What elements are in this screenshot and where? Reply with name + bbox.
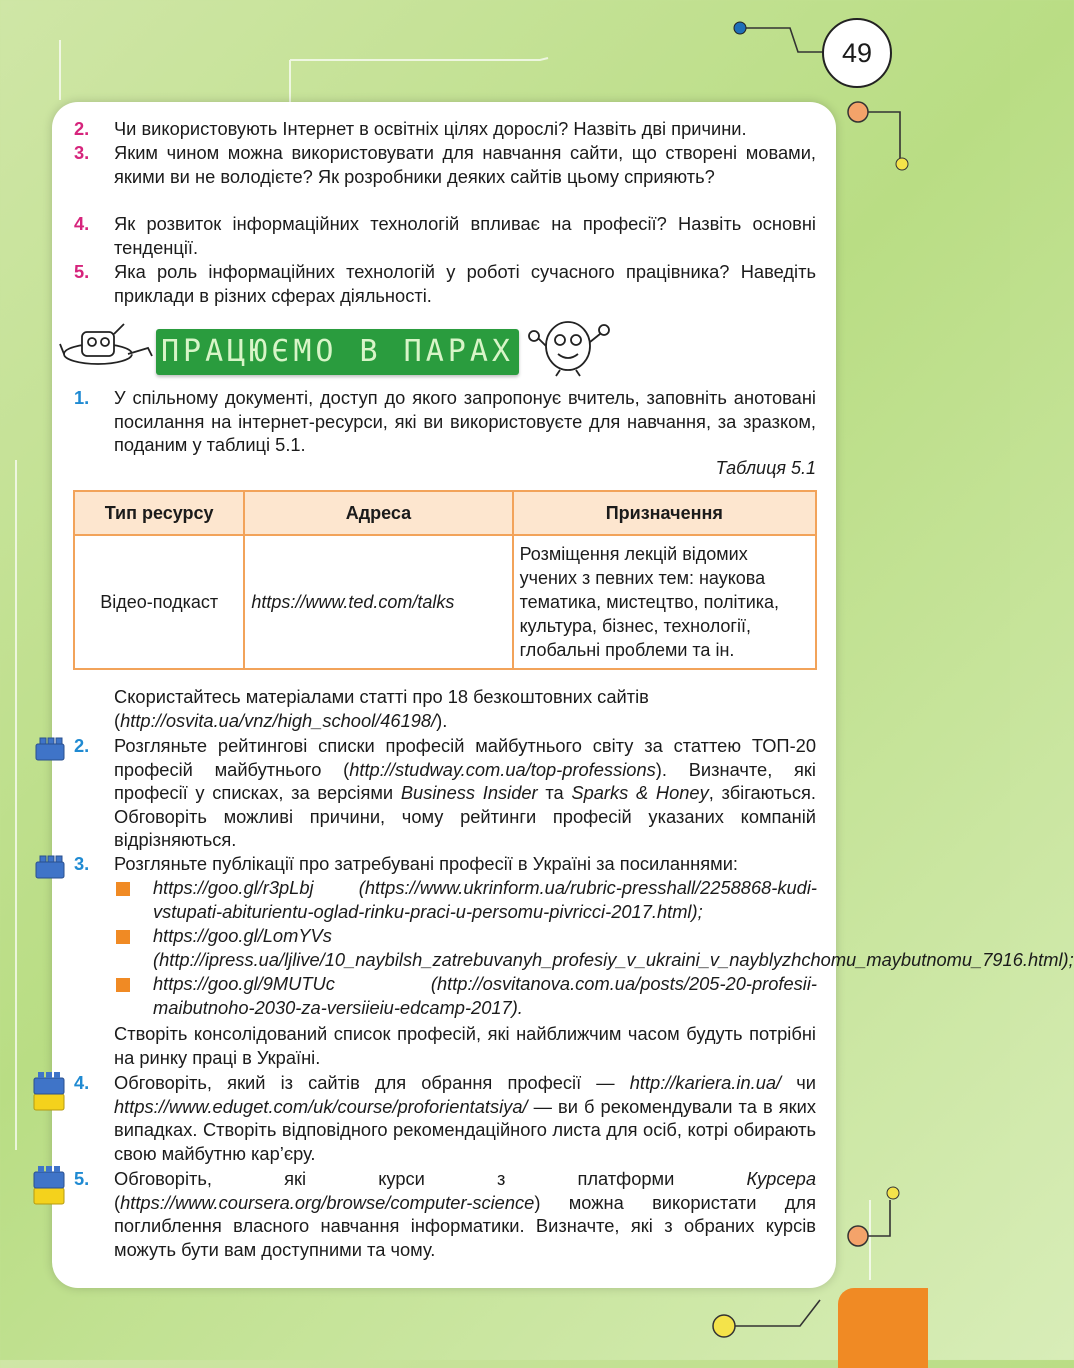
question-number: 3. — [74, 142, 90, 163]
page-number: 49 — [822, 18, 892, 88]
section-banner: ПРАЦЮЄМО В ПАРАХ — [156, 329, 519, 375]
task-text: та — [537, 782, 572, 804]
eduget-link[interactable]: https://www.eduget.com/uk/course/proforientatsiya/ — [114, 1095, 528, 1117]
task-4 — [74, 1071, 816, 1165]
robot-right-icon — [524, 316, 614, 376]
task-number: 1. — [74, 387, 90, 408]
question-text: Як розвиток інформаційних технологій впливає на професії? Назвіть основні тенденції. — [114, 213, 816, 258]
task-number: 4. — [74, 1072, 90, 1093]
task-text: , збігаються. Обговоріть можливі причини, чому рейтинги професій указаних компаній відрізняються. — [114, 782, 816, 851]
lego-blocks-icon — [34, 734, 68, 764]
task-text: У спільному документі, доступ до якого запропонує вчитель, заповніть анотовані посилання на інтернет-ресурси, які ви використовуєте для навчання, за зразком, поданим у таблиці 5.1. — [114, 387, 816, 456]
lego-stack-icon — [32, 1162, 68, 1208]
link-item[interactable]: https://goo.gl/r3pLbj (https://www.ukrinform.ua/rubric-presshall/2258868-kudi-vstupati-abiturientu-oglad-rinku-praci-u-persomu-pivricci-2017.html); — [153, 877, 817, 922]
task-text: ( — [114, 1191, 121, 1213]
question-text: Яка роль інформаційних технологій у роботі сучасного працівника? Наведіть приклади в різних сферах діяльності. — [114, 261, 816, 306]
link-item[interactable]: https://goo.gl/LomYVs (http://ipress.ua/ljlive/10_naybilsh_zatrebuvanyh_profesiy_v_ukraini_v_nayblyzhchomu_maybutnomu_7916.html); — [153, 925, 1074, 970]
lego-blocks-icon — [34, 852, 68, 882]
task-text: Обговоріть, які курси з платформи — [114, 1168, 747, 1189]
paren-open: ( — [114, 709, 121, 731]
table-caption: Таблиця 5.1 — [715, 458, 816, 478]
question-3 — [74, 141, 816, 188]
task-3 — [74, 852, 816, 876]
task-number: 5. — [74, 1168, 90, 1189]
sparks-honey-name: Sparks & Honey — [571, 782, 709, 804]
question-5 — [74, 260, 816, 307]
task-3-followup — [74, 1022, 816, 1069]
task-text: Розгляньте публікації про затребувані професії в Україні за посиланнями: — [114, 853, 738, 874]
bullet-square — [116, 930, 130, 944]
table-header: Тип ресурсу — [74, 491, 244, 535]
followup-text: Скористайтесь матеріалами статті про 18 безкоштовних сайтів — [114, 686, 649, 707]
task-1-followup — [74, 685, 816, 732]
coursera-link[interactable]: https://www.coursera.org/browse/computer-science — [120, 1191, 535, 1213]
studway-link[interactable]: http://studway.com.ua/top-professions — [349, 758, 656, 780]
table-cell: Розміщення лекцій відомих учених з певних тем: наукова тематика, мистецтво, політика, культура, бізнес, технології, глобальні проблеми та ін. — [513, 535, 816, 669]
resource-table — [73, 490, 817, 670]
question-text: Яким чином можна використовувати для навчання сайти, що створені мовами, якими ви не володієте? Як розробники деяких сайтів цьому сприяють? — [114, 142, 816, 187]
question-2 — [74, 117, 816, 141]
task-number: 3. — [74, 853, 90, 874]
bullet-square — [116, 882, 130, 896]
task-2 — [74, 734, 816, 852]
question-4 — [74, 212, 816, 259]
table-header-row — [74, 491, 816, 535]
platform-name: Курсера — [746, 1168, 816, 1189]
table-header: Адреса — [244, 491, 512, 535]
task-text: ) можна використати для поглиблення власного навчання інформатики. Визначте, які з обраних курсів можуть бути вам доступними та чому. — [114, 1191, 816, 1260]
table-header: Призначення — [513, 491, 816, 535]
link-item[interactable]: https://goo.gl/9MUTUc (http://osvitanova.com.ua/posts/205-20-profesii-maibutnoho-2030-za-versiieiu-edcamp-2017). — [153, 973, 817, 1018]
robot-left-icon — [58, 318, 154, 378]
task-text: Створіть консолідований список професій, які найближчим часом будуть потрібні на ринку праці в Україні. — [114, 1023, 816, 1068]
task-text: чи — [781, 1072, 816, 1093]
table-row — [74, 535, 816, 669]
task-text: Обговоріть, який із сайтів для обрання професії — — [114, 1072, 630, 1093]
task-text: — ви б рекомендували та в яких випадках. Створіть відповідного рекомендаційного листа для осіб, котрі обирають свою майбутню кар’єру. — [114, 1095, 816, 1164]
question-number: 5. — [74, 261, 90, 282]
paren-close: ). — [436, 709, 448, 731]
task-5 — [74, 1167, 816, 1261]
page-corner-tab — [838, 1288, 928, 1368]
table-cell-link[interactable]: https://www.ted.com/talks — [244, 535, 512, 669]
kariera-link[interactable]: http://kariera.in.ua/ — [629, 1072, 782, 1093]
question-text: Чи використовують Інтернет в освітніх цілях дорослі? Назвіть дві причини. — [114, 118, 747, 139]
question-number: 2. — [74, 118, 90, 139]
osvita-link[interactable]: http://osvita.ua/vnz/high_school/46198/ — [120, 709, 437, 731]
task-number: 2. — [74, 735, 90, 756]
lego-stack-icon — [32, 1068, 68, 1114]
task-text: Розгляньте рейтингові списки професій майбутнього світу за статтею ТОП-20 професій майбутнього ( — [114, 735, 816, 780]
table-cell: Відео-подкаст — [74, 535, 244, 669]
question-number: 4. — [74, 213, 90, 234]
task-text: ). Визначте, які професії у списках, за версіями — [114, 758, 816, 804]
business-insider-name: Business Insider — [400, 782, 538, 804]
task-1 — [74, 386, 816, 457]
bullet-square — [116, 978, 130, 992]
